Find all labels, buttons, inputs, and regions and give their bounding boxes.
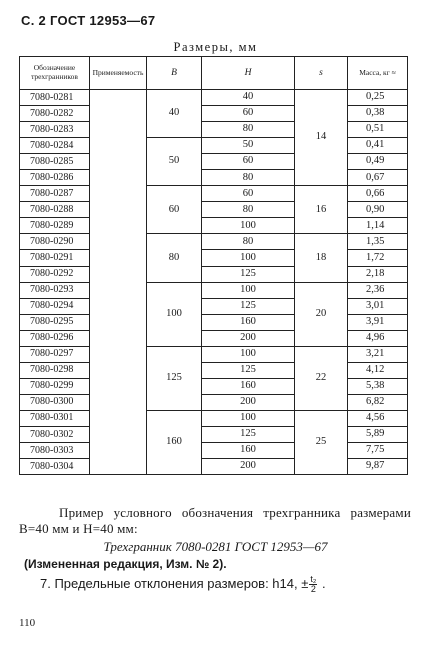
h-cell: 80 [202, 170, 295, 186]
example-intro-paragraph: Пример условного обозначения трехгранника размерами B=40 мм и H=40 мм: [19, 505, 411, 536]
mass-cell: 3,01 [348, 298, 408, 314]
mass-cell: 0,25 [348, 90, 408, 106]
applicability-cell [90, 90, 147, 475]
designation-cell: 7080-0304 [20, 459, 90, 475]
h-cell: 40 [202, 90, 295, 106]
table-row [20, 443, 408, 459]
column-header-applicability: Применяемость [90, 57, 147, 90]
h-cell: 100 [202, 250, 295, 266]
b-cell: 50 [147, 138, 202, 186]
table-row [20, 138, 408, 154]
table-row [20, 234, 408, 250]
designation-cell: 7080-0287 [20, 186, 90, 202]
table-row [20, 170, 408, 186]
mass-cell: 0,90 [348, 202, 408, 218]
amendment-note: (Измененная редакция, Изм. № 2). [24, 557, 227, 571]
item-7-text: 7. Предельные отклонения размеров: h14, ± [40, 575, 309, 591]
table-row [20, 250, 408, 266]
mass-cell: 2,36 [348, 282, 408, 298]
designation-cell: 7080-0298 [20, 362, 90, 378]
h-cell: 125 [202, 298, 295, 314]
h-cell: 60 [202, 154, 295, 170]
designation-cell: 7080-0294 [20, 298, 90, 314]
table-row [20, 90, 408, 106]
designation-cell: 7080-0295 [20, 314, 90, 330]
mass-cell: 0,67 [348, 170, 408, 186]
b-cell: 60 [147, 186, 202, 234]
h-cell: 80 [202, 234, 295, 250]
h-cell: 200 [202, 330, 295, 346]
s-cell: 18 [295, 234, 348, 282]
table-row [20, 378, 408, 394]
h-cell: 60 [202, 186, 295, 202]
tolerance-fraction [309, 575, 317, 594]
fraction-denominator: 2 [310, 584, 316, 594]
table-row [20, 314, 408, 330]
item-7-end: . [321, 575, 326, 591]
item-7-tolerances [40, 575, 326, 594]
column-header-b: B [147, 57, 202, 90]
designation-cell: 7080-0282 [20, 106, 90, 122]
b-cell: 80 [147, 234, 202, 282]
mass-cell: 1,35 [348, 234, 408, 250]
mass-cell: 4,12 [348, 362, 408, 378]
table-row [20, 330, 408, 346]
h-cell: 200 [202, 459, 295, 475]
designation-cell: 7080-0293 [20, 282, 90, 298]
table-row [20, 122, 408, 138]
table-row [20, 410, 408, 426]
designation-cell: 7080-0300 [20, 394, 90, 410]
h-cell: 200 [202, 394, 295, 410]
s-cell: 16 [295, 186, 348, 234]
mass-cell: 1,14 [348, 218, 408, 234]
table-caption: Размеры, мм [173, 40, 258, 54]
b-cell: 100 [147, 282, 202, 346]
h-cell: 125 [202, 266, 295, 282]
b-cell: 40 [147, 90, 202, 138]
table-row [20, 426, 408, 442]
h-cell: 100 [202, 346, 295, 362]
designation-cell: 7080-0292 [20, 266, 90, 282]
mass-cell: 3,21 [348, 346, 408, 362]
table-row [20, 106, 408, 122]
mass-cell: 5,89 [348, 426, 408, 442]
designation-cell: 7080-0289 [20, 218, 90, 234]
designation-cell: 7080-0281 [20, 90, 90, 106]
designation-example: Трехгранник 7080-0281 ГОСТ 12953—67 [103, 539, 328, 554]
h-cell: 160 [202, 443, 295, 459]
s-cell: 20 [295, 282, 348, 346]
designation-cell: 7080-0286 [20, 170, 90, 186]
designation-cell: 7080-0302 [20, 426, 90, 442]
fraction-numerator: t₂ [310, 574, 317, 584]
h-cell: 160 [202, 378, 295, 394]
mass-cell: 0,41 [348, 138, 408, 154]
designation-cell: 7080-0301 [20, 410, 90, 426]
h-cell: 100 [202, 282, 295, 298]
table-row [20, 362, 408, 378]
table-row [20, 186, 408, 202]
page-header: С. 2 ГОСТ 12953—67 [21, 13, 156, 28]
mass-cell: 4,96 [348, 330, 408, 346]
h-cell: 60 [202, 106, 295, 122]
designation-cell: 7080-0297 [20, 346, 90, 362]
designation-cell: 7080-0290 [20, 234, 90, 250]
table-row [20, 202, 408, 218]
mass-cell: 0,38 [348, 106, 408, 122]
mass-cell: 0,66 [348, 186, 408, 202]
mass-cell: 6,82 [348, 394, 408, 410]
designation-cell: 7080-0296 [20, 330, 90, 346]
mass-cell: 3,91 [348, 314, 408, 330]
table-row [20, 298, 408, 314]
h-cell: 125 [202, 426, 295, 442]
h-cell: 80 [202, 122, 295, 138]
mass-cell: 1,72 [348, 250, 408, 266]
h-cell: 50 [202, 138, 295, 154]
b-cell: 125 [147, 346, 202, 410]
designation-cell: 7080-0283 [20, 122, 90, 138]
designation-cell: 7080-0291 [20, 250, 90, 266]
mass-cell: 7,75 [348, 443, 408, 459]
mass-cell: 2,18 [348, 266, 408, 282]
h-cell: 80 [202, 202, 295, 218]
mass-cell: 0,51 [348, 122, 408, 138]
table-row [20, 266, 408, 282]
designation-cell: 7080-0285 [20, 154, 90, 170]
mass-cell: 5,38 [348, 378, 408, 394]
column-header-s: s [295, 57, 348, 90]
s-cell: 14 [295, 90, 348, 186]
column-header-designation: Обозначение трехгранников [20, 57, 90, 90]
s-cell: 25 [295, 410, 348, 474]
column-header-mass: Масса, кг ≈ [348, 57, 408, 90]
designation-cell: 7080-0303 [20, 443, 90, 459]
table-row [20, 218, 408, 234]
table-row [20, 282, 408, 298]
page-number: 110 [19, 617, 36, 629]
b-cell: 160 [147, 410, 202, 474]
h-cell: 100 [202, 218, 295, 234]
mass-cell: 4,56 [348, 410, 408, 426]
dimensions-table [19, 56, 408, 475]
designation-cell: 7080-0288 [20, 202, 90, 218]
h-cell: 125 [202, 362, 295, 378]
table-row [20, 154, 408, 170]
designation-cell: 7080-0284 [20, 138, 90, 154]
s-cell: 22 [295, 346, 348, 410]
mass-cell: 9,87 [348, 459, 408, 475]
mass-cell: 0,49 [348, 154, 408, 170]
h-cell: 160 [202, 314, 295, 330]
table-header-row [20, 57, 408, 90]
designation-cell: 7080-0299 [20, 378, 90, 394]
table-row [20, 346, 408, 362]
h-cell: 100 [202, 410, 295, 426]
table-row [20, 394, 408, 410]
table-row [20, 459, 408, 475]
column-header-h: H [202, 57, 295, 90]
